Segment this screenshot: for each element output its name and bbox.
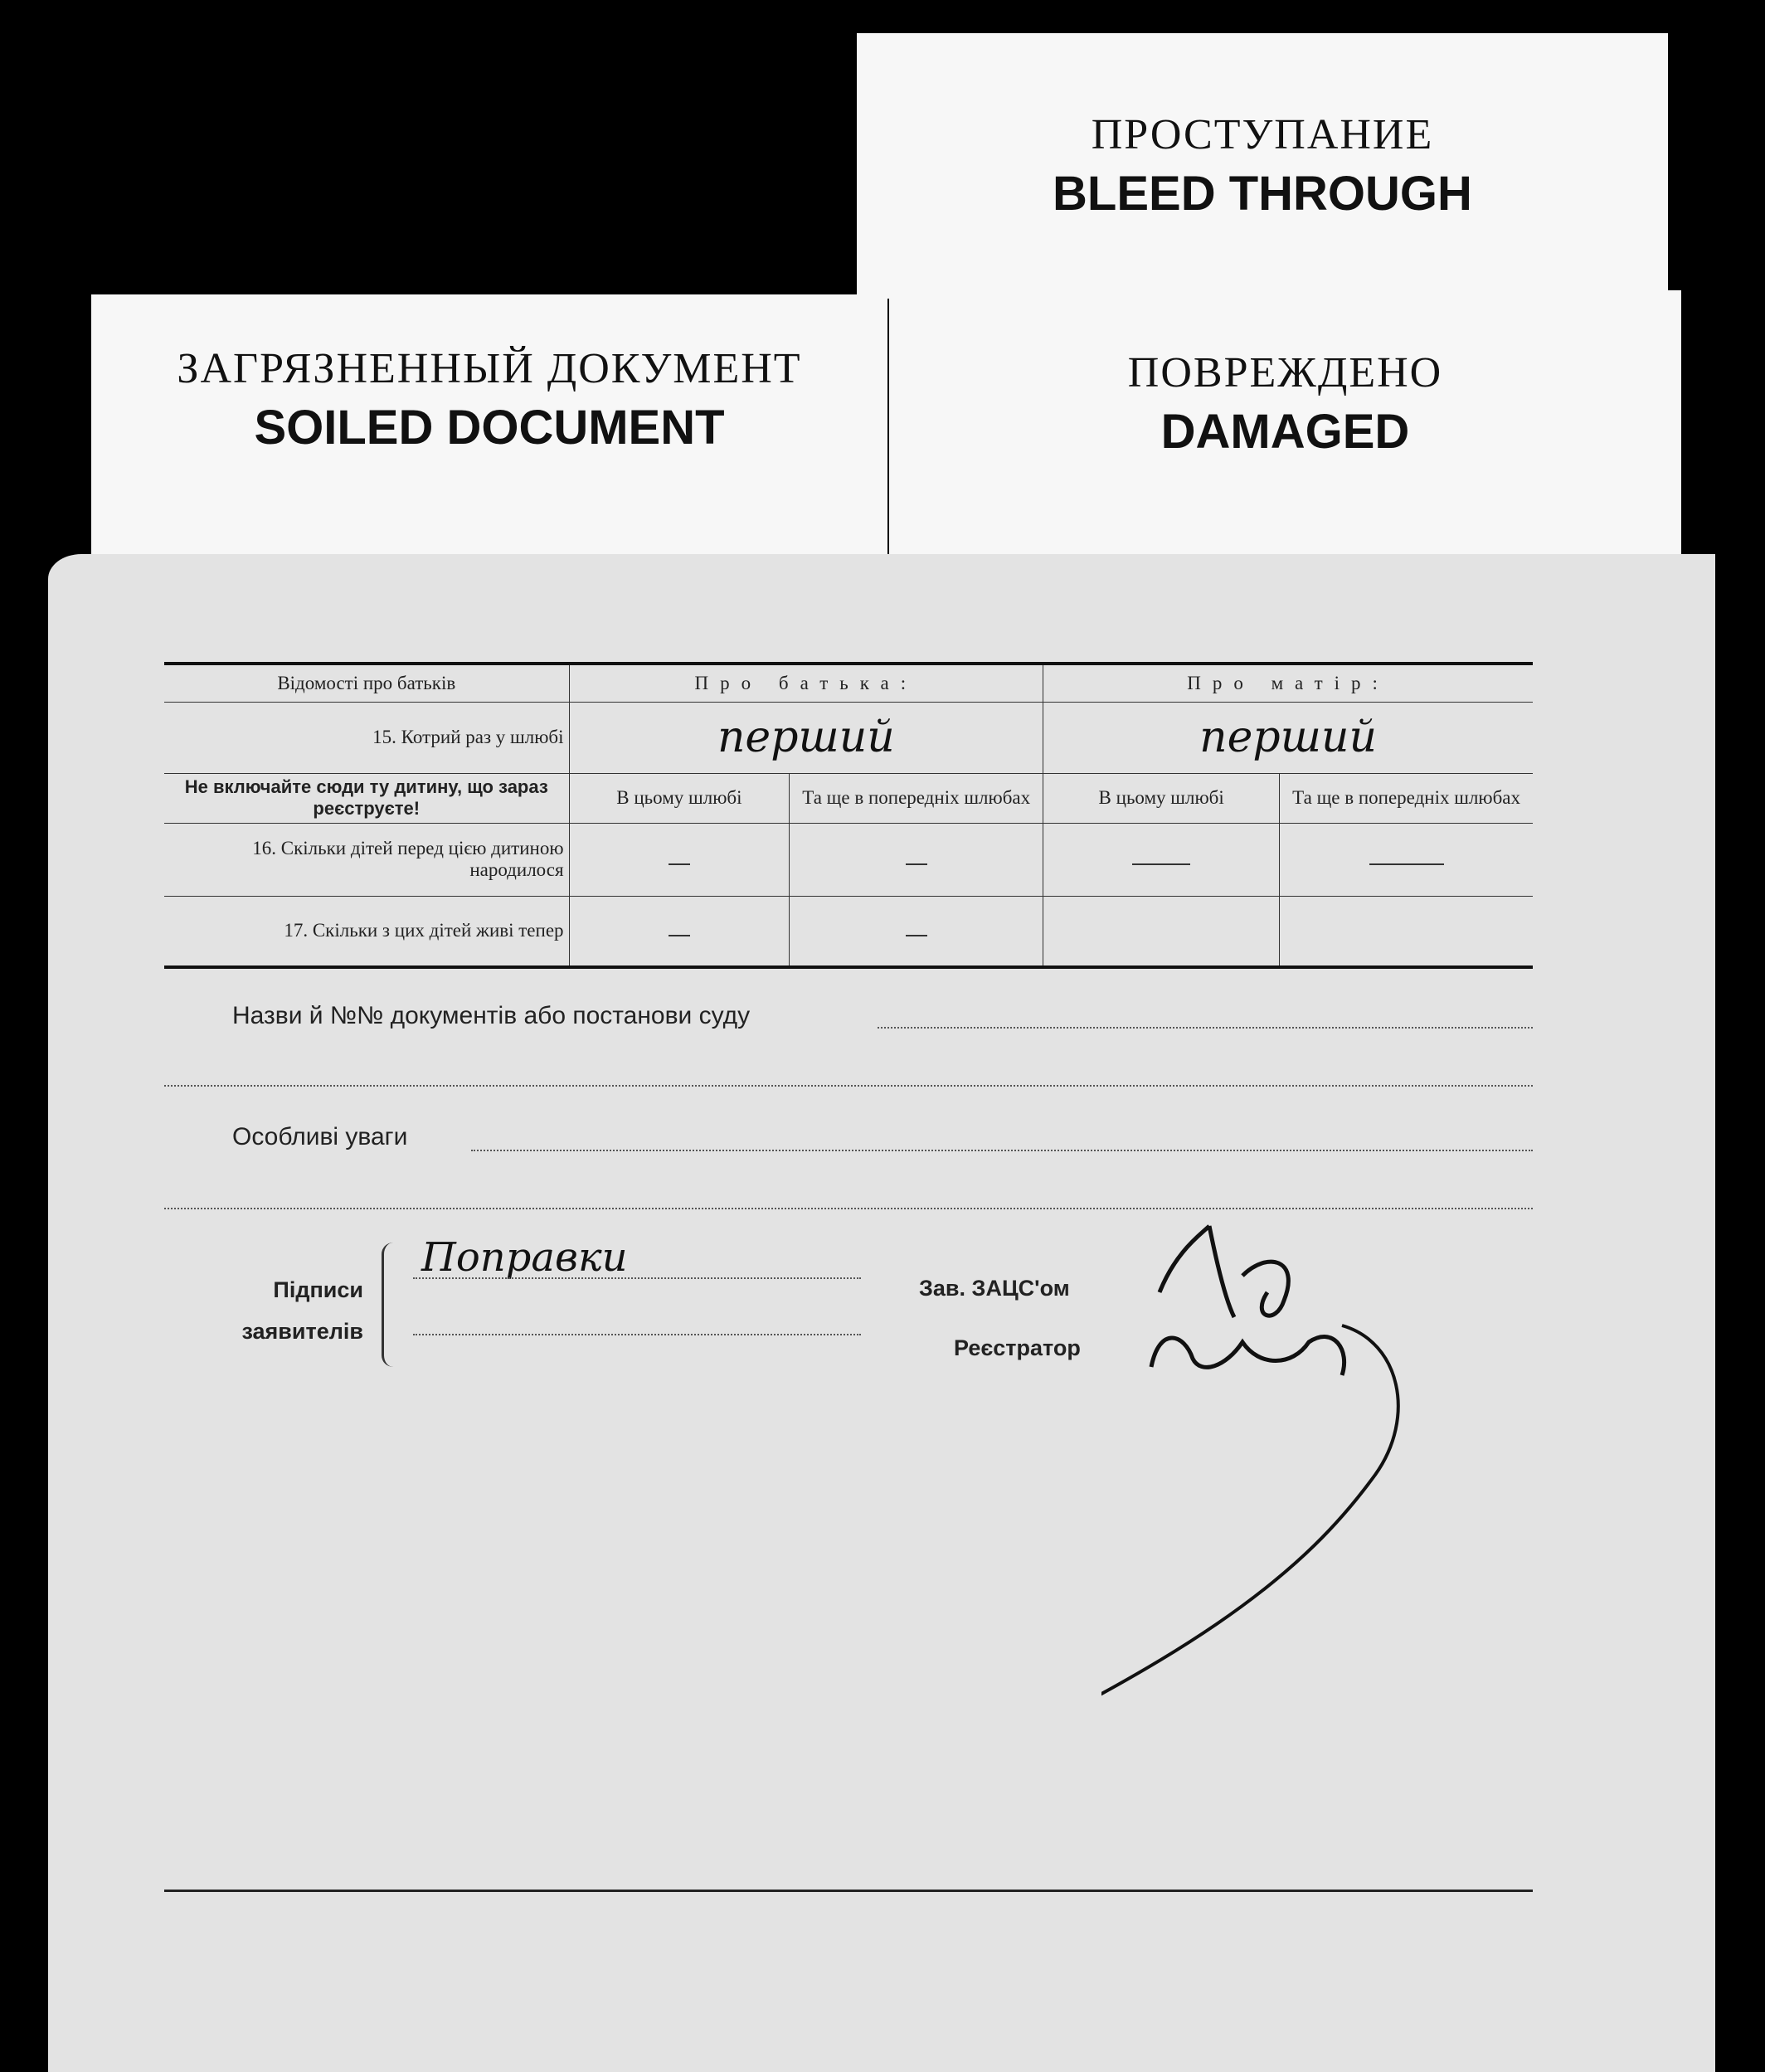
- row15-mother-value: перший: [1043, 702, 1533, 773]
- damaged-ru: ПОВРЕЖДЕНО: [1127, 349, 1443, 396]
- row16-label: 16. Скільки дітей перед цією дитиною народилося: [252, 838, 564, 880]
- applicant-signature: Поправки: [421, 1234, 628, 1281]
- head-label: Зав. ЗАЦС'ом: [919, 1276, 1070, 1301]
- documents-line: [878, 1027, 1533, 1029]
- mother-this-marriage: В цьому шлюбі: [1043, 773, 1280, 823]
- row17-dash: [790, 896, 1043, 967]
- documents-line-2: [164, 1085, 1533, 1087]
- row15-father-value: перший: [569, 702, 1043, 773]
- header-mother: Про матір:: [1043, 664, 1533, 702]
- remarks-line: [471, 1150, 1533, 1151]
- applicant-line-1: [413, 1277, 861, 1279]
- soiled-document-en: SOILED DOCUMENT: [254, 401, 725, 455]
- damaged-card: [889, 290, 1681, 597]
- applicants-label: Підписи заявителів: [241, 1277, 363, 1344]
- table-row-note: [164, 773, 1533, 823]
- bleed-through-card: [857, 33, 1668, 299]
- table-header-row: [164, 664, 1533, 702]
- remarks-label: Особливі уваги: [232, 1123, 408, 1150]
- table-row-15: [164, 702, 1533, 773]
- row16-dash: [1043, 823, 1280, 896]
- bleed-through-ru: ПРОСТУПАНИЕ: [1091, 111, 1434, 158]
- applicants-bracket: [382, 1243, 396, 1367]
- soiled-document-ru: ЗАГРЯЗНЕННЫЙ ДОКУМЕНТ: [177, 345, 802, 392]
- note-label: Не включайте сюди ту дитину, що зараз реєструєте!: [184, 776, 548, 819]
- applicant-line-2: [413, 1334, 861, 1335]
- official-signature: [1101, 1201, 1533, 1831]
- row16-dash: [790, 823, 1043, 896]
- soiled-document-card: [91, 294, 887, 593]
- registrar-label: Реєстратор: [954, 1335, 1081, 1360]
- table-row-16: [164, 823, 1533, 896]
- row17-empty: [1280, 896, 1533, 967]
- bleed-through-en: BLEED THROUGH: [1053, 167, 1472, 221]
- row17-empty: [1043, 896, 1280, 967]
- father-prev-marriages: Та ще в попередніх шлюбах: [790, 773, 1043, 823]
- row16-dash: [1280, 823, 1533, 896]
- header-info-label: Відомості про батьків: [277, 672, 456, 693]
- damaged-en: DAMAGED: [1160, 405, 1410, 459]
- row17-dash: [569, 896, 790, 967]
- row17-label: 17. Скільки з цих дітей живі тепер: [284, 920, 564, 941]
- header-father: Про батька:: [569, 664, 1043, 702]
- row15-label: 15. Котрий раз у шлюбі: [372, 727, 564, 747]
- document-sheet: [48, 554, 1715, 2072]
- table-row-17: [164, 896, 1533, 967]
- mother-prev-marriages: Та ще в попередніх шлюбах: [1280, 773, 1533, 823]
- documents-label: Назви й №№ документів або постанови суду: [232, 1002, 751, 1029]
- row16-dash: [569, 823, 790, 896]
- father-this-marriage: В цьому шлюбі: [569, 773, 790, 823]
- parents-table: [164, 662, 1533, 969]
- bottom-rule: [164, 1890, 1533, 1892]
